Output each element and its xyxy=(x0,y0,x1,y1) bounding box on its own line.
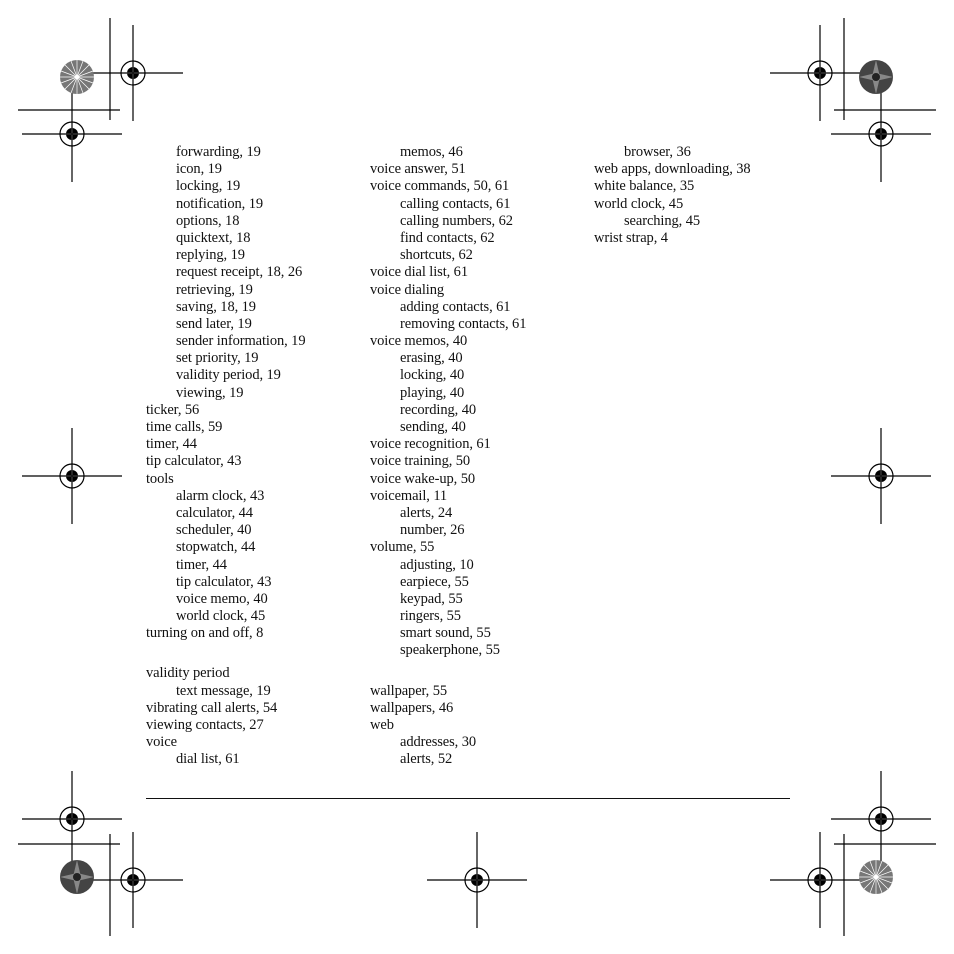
index-subentry: replying, 19 xyxy=(176,247,245,264)
index-subentry: find contacts, 62 xyxy=(400,229,495,246)
index-entry: voice dialing xyxy=(370,281,444,298)
index-subentry: stopwatch, 44 xyxy=(176,539,256,556)
index-entry: turning on and off, 8 xyxy=(146,625,264,642)
index-entry: time calls, 59 xyxy=(146,419,223,435)
index-entry: voice commands, 50, 61 xyxy=(370,178,510,195)
index-entry: viewing contacts, 27 xyxy=(146,717,264,733)
index-entry: voice answer, 51 xyxy=(370,161,466,178)
index-subentry: earpiece, 55 xyxy=(400,573,469,590)
index-subentry: timer, 44 xyxy=(176,556,227,573)
index-subentry: request receipt, 18, 26 xyxy=(176,264,303,281)
index-entry: tip calculator, 43 xyxy=(146,453,242,470)
index-entry: voice dial list, 61 xyxy=(370,264,468,281)
index-subentry: sender information, 19 xyxy=(176,333,306,350)
index-column-1 xyxy=(146,144,366,769)
index-subentry: validity period, 19 xyxy=(176,367,281,384)
registration-mark-icon xyxy=(22,428,122,524)
index-subentry: keypad, 55 xyxy=(400,590,463,607)
index-subentry: recording, 40 xyxy=(400,401,477,418)
index-subentry: browser, 36 xyxy=(624,144,691,160)
registration-mark-icon xyxy=(770,25,870,121)
index-subentry: icon, 19 xyxy=(176,161,222,178)
color-wheel-icon xyxy=(60,860,94,894)
index-entry: wallpaper, 55 xyxy=(370,682,448,699)
index-subentry: speakerphone, 55 xyxy=(400,642,500,659)
footer-rule xyxy=(146,798,790,799)
index-entry: volume, 55 xyxy=(370,539,435,556)
registration-mark-icon xyxy=(831,86,931,182)
index-subentry: retrieving, 19 xyxy=(176,281,253,298)
index-entry: timer, 44 xyxy=(146,436,197,453)
index-subentry: addresses, 30 xyxy=(400,734,477,751)
index-subentry: locking, 40 xyxy=(400,367,465,384)
index-entry: world clock, 45 xyxy=(594,195,684,212)
color-wheel-icon xyxy=(859,60,893,94)
index-entry: voice training, 50 xyxy=(370,453,471,470)
registration-mark-icon xyxy=(22,771,122,867)
index-entry: tools xyxy=(146,470,174,487)
index-subentry: send later, 19 xyxy=(176,315,252,332)
index-subentry: notification, 19 xyxy=(176,195,263,212)
index-subentry: alarm clock, 43 xyxy=(176,487,265,504)
index-subentry: viewing, 19 xyxy=(176,384,244,401)
index-entry: voice recognition, 61 xyxy=(370,436,491,453)
registration-mark-icon xyxy=(831,771,931,867)
index-entry: voice wake-up, 50 xyxy=(370,470,475,487)
index-entry: ticker, 56 xyxy=(146,401,200,418)
section-gap xyxy=(146,642,366,665)
index-subentry: saving, 18, 19 xyxy=(176,298,256,315)
index-entry: web apps, downloading, 38 xyxy=(594,161,751,178)
index-entry: wallpapers, 46 xyxy=(370,699,454,716)
index-entry: validity period xyxy=(146,665,230,682)
index-entry: wrist strap, 4 xyxy=(594,229,668,246)
index-subentry: sending, 40 xyxy=(400,419,466,435)
index-subentry: locking, 19 xyxy=(176,178,241,195)
index-subentry: adjusting, 10 xyxy=(400,556,474,573)
index-subentry: calculator, 44 xyxy=(176,504,253,521)
index-subentry: playing, 40 xyxy=(400,384,465,401)
index-entry: white balance, 35 xyxy=(594,178,695,195)
registration-mark-icon xyxy=(22,86,122,182)
color-wheel-icon xyxy=(60,60,94,94)
color-wheel-icon xyxy=(859,860,893,894)
index-subentry: number, 26 xyxy=(400,522,465,539)
index-subentry: erasing, 40 xyxy=(400,350,463,367)
index-subentry: dial list, 61 xyxy=(176,751,240,768)
index-subentry: smart sound, 55 xyxy=(400,625,491,642)
index-subentry: voice memo, 40 xyxy=(176,590,268,607)
index-entry: voice memos, 40 xyxy=(370,333,468,350)
index-subentry: scheduler, 40 xyxy=(176,522,252,539)
index-subentry: set priority, 19 xyxy=(176,350,259,367)
index-subentry: world clock, 45 xyxy=(176,608,266,625)
index-subentry: quicktext, 18 xyxy=(176,229,251,246)
index-subentry: forwarding, 19 xyxy=(176,144,261,160)
registration-mark-icon xyxy=(427,832,527,928)
index-entry: vibrating call alerts, 54 xyxy=(146,699,278,716)
index-subentry: calling numbers, 62 xyxy=(400,212,513,229)
index-subentry: alerts, 52 xyxy=(400,751,453,768)
index-entry: voice xyxy=(146,734,177,751)
index-subentry: calling contacts, 61 xyxy=(400,195,511,212)
registration-mark-icon xyxy=(83,832,183,928)
index-subentry: alerts, 24 xyxy=(400,504,453,521)
index-column-2 xyxy=(370,144,590,769)
index-entry: voicemail, 11 xyxy=(370,487,448,504)
index-subentry: ringers, 55 xyxy=(400,608,461,625)
index-entry: web xyxy=(370,717,394,733)
registration-mark-icon xyxy=(831,428,931,524)
index-subentry: removing contacts, 61 xyxy=(400,315,527,332)
index-subentry: searching, 45 xyxy=(624,212,701,229)
index-subentry: memos, 46 xyxy=(400,144,463,160)
section-gap xyxy=(370,660,590,683)
index-column-3 xyxy=(594,144,814,247)
index-subentry: options, 18 xyxy=(176,212,240,229)
registration-mark-icon xyxy=(83,25,183,121)
index-subentry: adding contacts, 61 xyxy=(400,298,511,315)
index-subentry: tip calculator, 43 xyxy=(176,573,272,590)
index-subentry: shortcuts, 62 xyxy=(400,247,473,264)
registration-mark-icon xyxy=(770,832,870,928)
index-subentry: text message, 19 xyxy=(176,682,271,699)
